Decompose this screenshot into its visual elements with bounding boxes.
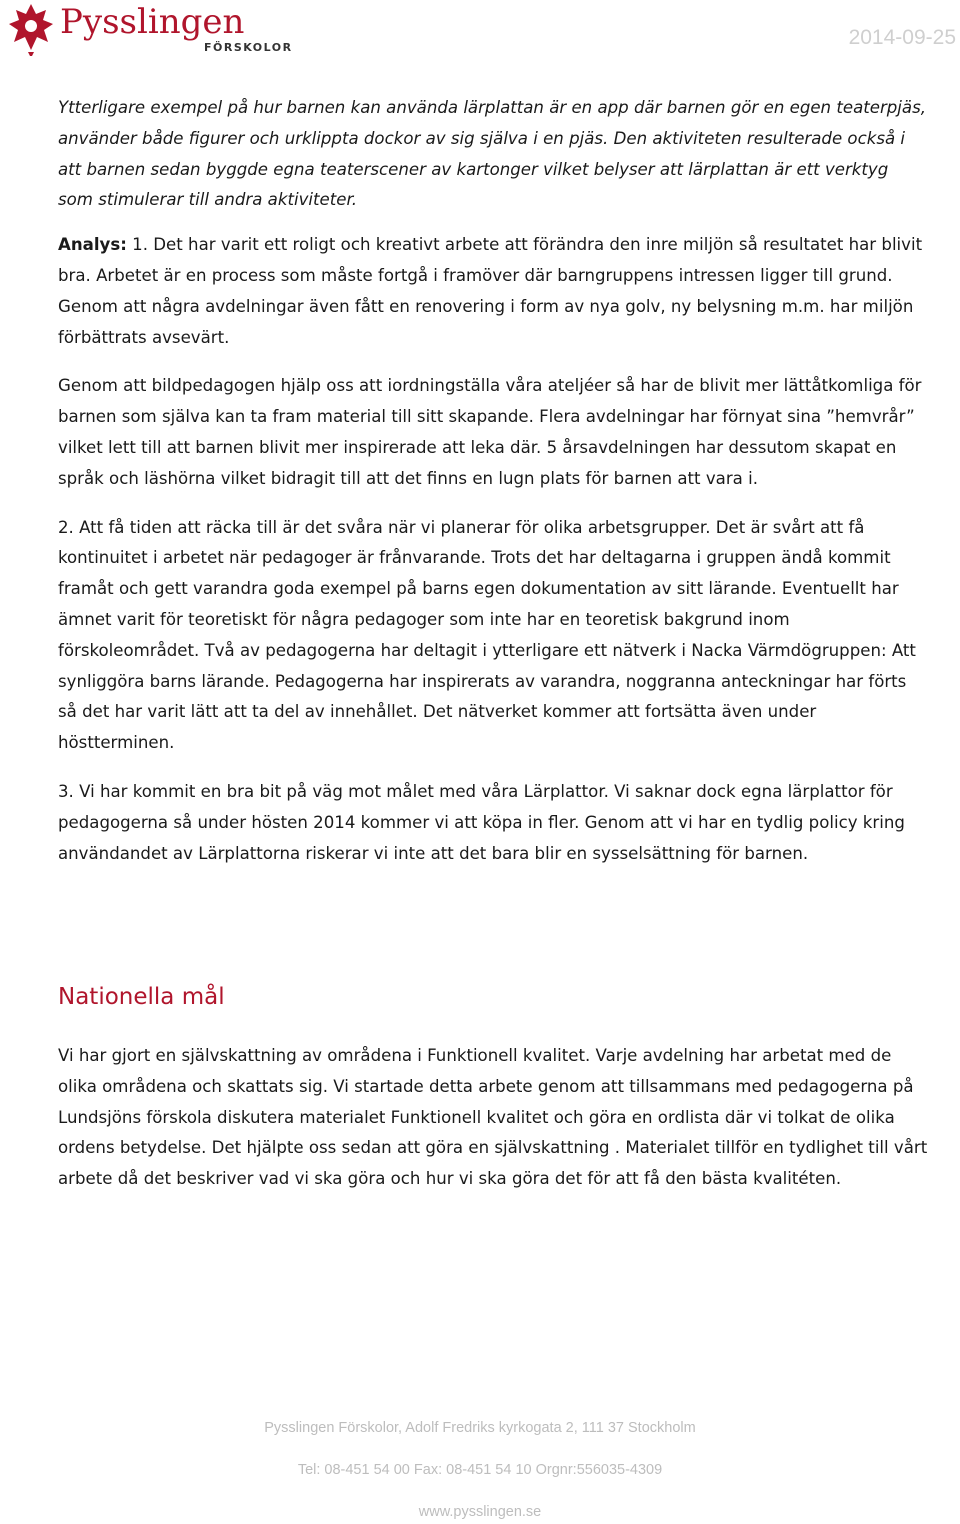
analys-number: 1. bbox=[132, 235, 148, 255]
section-paragraph: Vi har gjort en självskattning av områdena i Funktionell kvalitet. Varje avdelning har arbetat med de olika områdena och skattats sig. Vi startade detta arbete genom att tillsammans med pedagogerna på Lundsjöns förskola diskutera materialet Funktionell kvalitet och göra en ordlista där vi tolkat de olika ordens betydelse. Det hjälpte oss sedan att göra en självskattning . Materialet tillför en tydlighet till vårt arbete då det beskriver vad vi ska göra och hur vi ska göra det för att få den bästa kvalitéten. bbox=[58, 1046, 928, 1189]
analys-text: Det har varit ett roligt och kreativt arbete att förändra den inre miljön så resultatet har blivit bra. Arbetet är en process som måste fortgå i framöver där barngruppens intressen ligger till grund. Genom att några avdelningar även fått en renovering i form av nya golv, ny belysning m.m. har miljön förbättrats avsevärt. bbox=[58, 235, 923, 347]
logo-name: Pysslingen bbox=[60, 2, 245, 42]
footer-address: Pysslingen Förskolor, Adolf Fredriks kyrkogata 2, 111 37 Stockholm bbox=[264, 1420, 696, 1436]
pysslingen-logo bbox=[6, 2, 296, 58]
document-date: 2014-09-25 bbox=[848, 26, 956, 49]
body-paragraph: Genom att bildpedagogen hjälp oss att iordningställa våra ateljéer så har de blivit mer lättåtkomliga för barnen som själva kan ta fram material till sitt skapande. Flera avdelningar har förnyat sina ”hemvrår” vilket lett till att barnen blivit mer inspirerade att leka där. 5 årsavdelningen har dessutom skapat en språk och läshörna vilket bidragit till att det finns en lugn plats för barnen att vara i. bbox=[58, 376, 922, 488]
body-paragraph: 2. Att få tiden att räcka till är det svåra när vi planerar för olika arbetsgrupper. Det är svårt att få kontinuitet i arbetet när pedagoger är frånvarande. Trots det har deltagarna i gruppen ändå kommit framåt och gett varandra goda exempel på barns egen dokumentation av sitt lärande. Eventuellt har ämnet varit för teoretiskt för några pedagoger som inte har en teoretisk bakgrund inom förskoleområdet. Två av pedagogerna har deltagit i ytterligare ett nätverk i Nacka Värmdögruppen: Att synliggöra barns lärande. Pedagogerna har inspirerats av varandra, noggranna anteckningar har förts så det har varit lätt att ta del av innehållet. Det nätverket kommer att fortsätta även under höstterminen. bbox=[58, 517, 916, 753]
body-paragraph: 3. Vi har kommit en bra bit på väg mot målet med våra Lärplattor. Vi saknar dock egna lärplattor för pedagogerna så under hösten 2014 kommer vi att köpa in fler. Genom att vi har en tydlig policy kring användandet av Lärplattorna riskerar vi inte att det bara blir en sysselsättning för barnen. bbox=[58, 781, 905, 863]
logo-subtitle: FÖRSKOLOR bbox=[204, 41, 293, 54]
section-heading: Nationella mål bbox=[58, 984, 225, 1010]
analys-paragraph bbox=[58, 230, 928, 353]
intro-paragraph: Ytterligare exempel på hur barnen kan använda lärplattan är en app där barnen gör en egen teaterpjäs, använder både figurer och urklippta dockor av sig själva i en pjäs. Den aktiviteten resulterade också i att barnen sedan byggde egna teaterscener av kartonger vilket belyser att lärplattan är ett verktyg som stimulerar till andra aktiviteter. bbox=[58, 98, 927, 210]
footer-website: www.pysslingen.se bbox=[418, 1504, 542, 1520]
section-body bbox=[58, 1041, 928, 1213]
footer-contact: Tel: 08-451 54 00 Fax: 08-451 54 10 Orgnr:556035-4309 bbox=[297, 1462, 663, 1478]
document-body bbox=[58, 93, 928, 887]
page-header bbox=[0, 0, 960, 60]
logo-mark-icon bbox=[6, 2, 56, 56]
analys-label: Analys: bbox=[58, 235, 127, 255]
